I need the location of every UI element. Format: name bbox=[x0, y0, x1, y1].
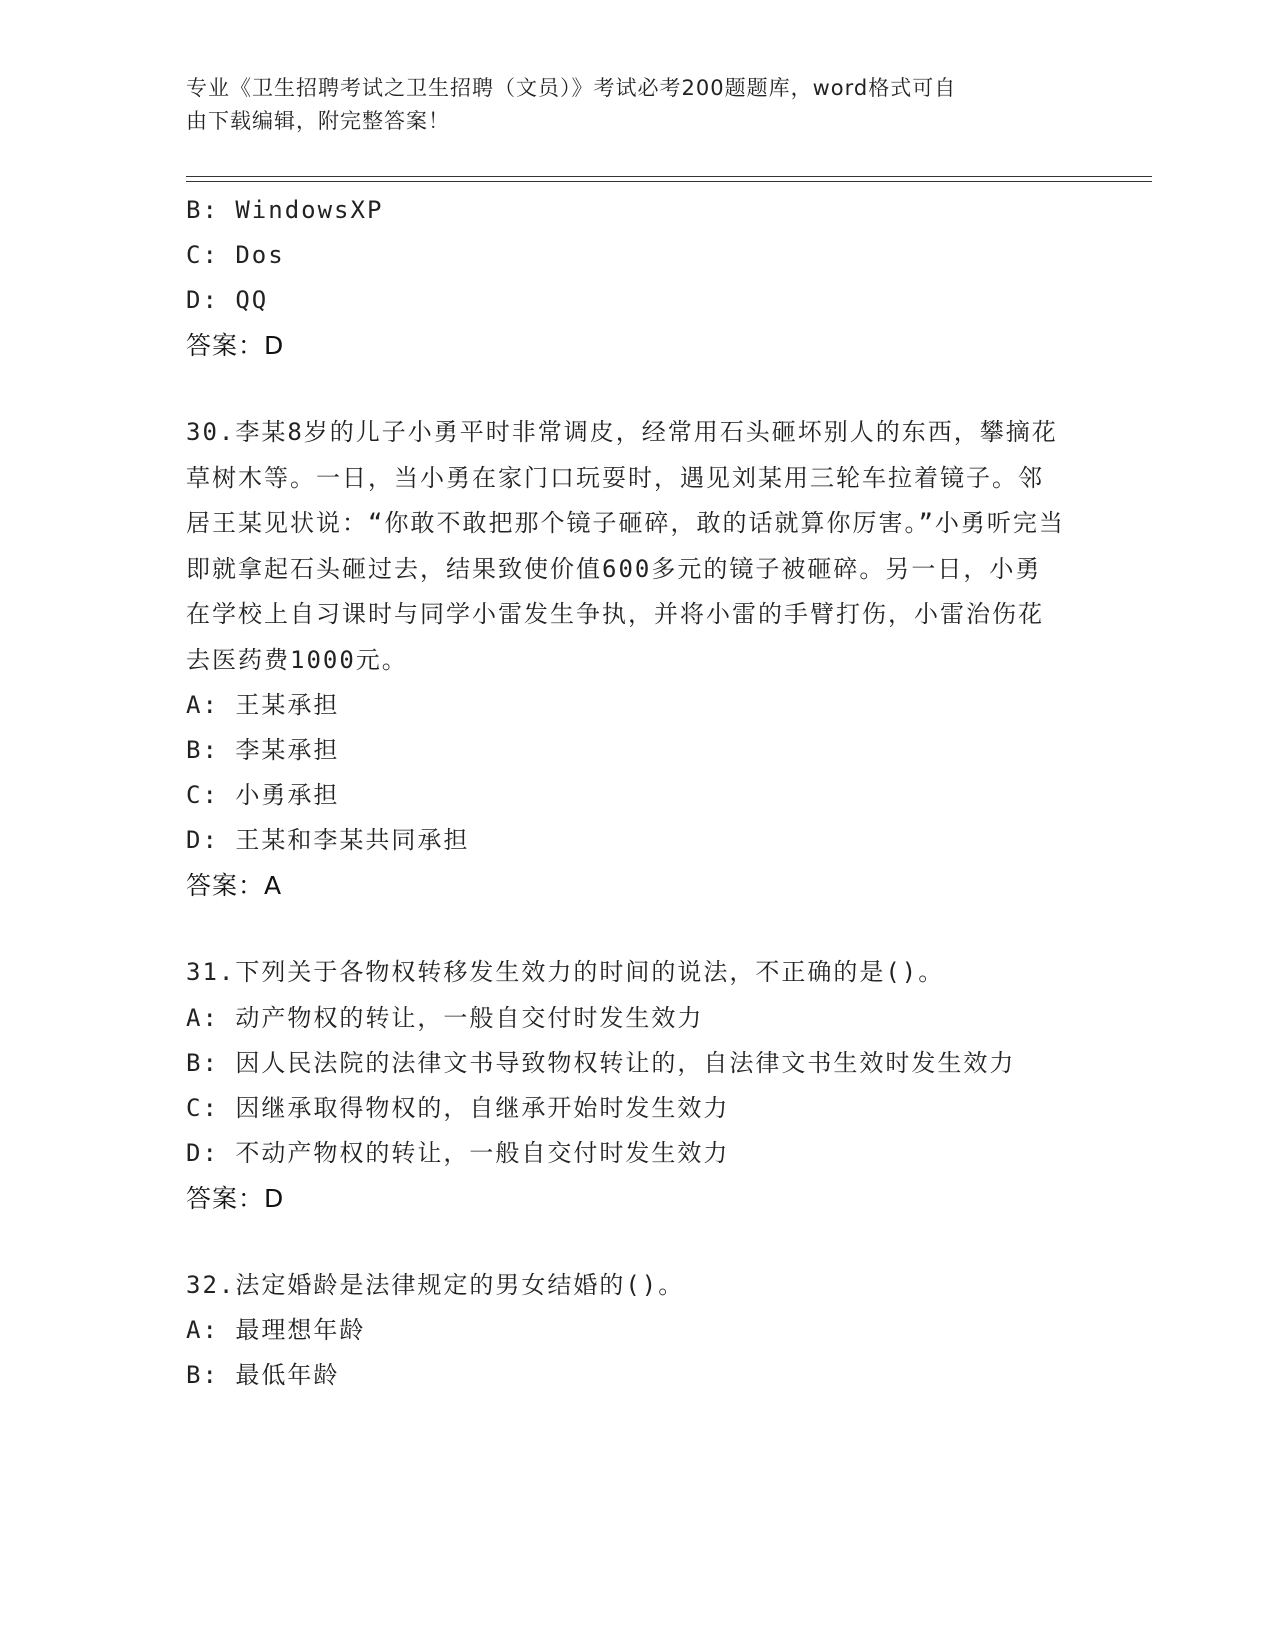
document-header bbox=[186, 72, 1066, 138]
option-c: C: Dos bbox=[186, 241, 285, 269]
question-text: 32.法定婚龄是法律规定的男女结婚的()。 bbox=[186, 1270, 685, 1299]
answer-line: 答案：D bbox=[186, 1183, 285, 1213]
question-text: 30.李某8岁的儿子小勇平时非常调皮，经常用石头砸坏别人的东西，攀摘花草树木等。一日，当小勇在家门口玩耍时，遇见刘某用三轮车拉着镜子。邻居王某见状说：“你敢不敢把那个镜子砸碎，敢的话就算你厉害。”小勇听完当即就拿起石头砸过去，结果致使价值600多元的镜子被砸碎。另一日，小勇在学校上自习课时与同学小雷发生争执，并将小雷的手臂打伤，小雷治伤花去医药费1000元。 bbox=[186, 418, 1065, 674]
question-30 bbox=[186, 410, 1066, 908]
option-a: A: 王某承担 bbox=[186, 691, 340, 719]
option-b: B: 最低年龄 bbox=[186, 1361, 340, 1389]
option-d: D: 王某和李某共同承担 bbox=[186, 826, 470, 854]
header-rule-top bbox=[186, 176, 1152, 177]
option-c: C: 因继承取得物权的，自继承开始时发生效力 bbox=[186, 1093, 730, 1122]
header-title-line-1: 专业《卫生招聘考试之卫生招聘（文员）》考试必考200题题库，word格式可自 bbox=[186, 76, 957, 100]
document-body bbox=[186, 188, 1066, 1398]
answer-line: 答案：A bbox=[186, 871, 283, 900]
answer-line: 答案：D bbox=[186, 331, 285, 360]
option-a: A: 最理想年龄 bbox=[186, 1316, 366, 1344]
question-32 bbox=[186, 1263, 1066, 1399]
option-b: B: 李某承担 bbox=[186, 736, 340, 764]
question-31 bbox=[186, 950, 1066, 1221]
option-c: C: 小勇承担 bbox=[186, 781, 340, 809]
header-title-line-2: 由下载编辑，附完整答案！ bbox=[186, 109, 450, 133]
option-d: D: QQ bbox=[186, 286, 269, 314]
continued-question bbox=[186, 188, 1066, 368]
option-d: D: 不动产物权的转让，一般自交付时发生效力 bbox=[186, 1138, 730, 1167]
question-text: 31.下列关于各物权转移发生效力的时间的说法，不正确的是()。 bbox=[186, 958, 945, 986]
option-b: B: 因人民法院的法律文书导致物权转让的，自法律文书生效时发生效力 bbox=[186, 1048, 1016, 1077]
option-b: B: WindowsXP bbox=[186, 196, 384, 224]
header-rule-bottom bbox=[186, 181, 1152, 182]
option-a: A: 动产物权的转让，一般自交付时发生效力 bbox=[186, 1003, 704, 1032]
